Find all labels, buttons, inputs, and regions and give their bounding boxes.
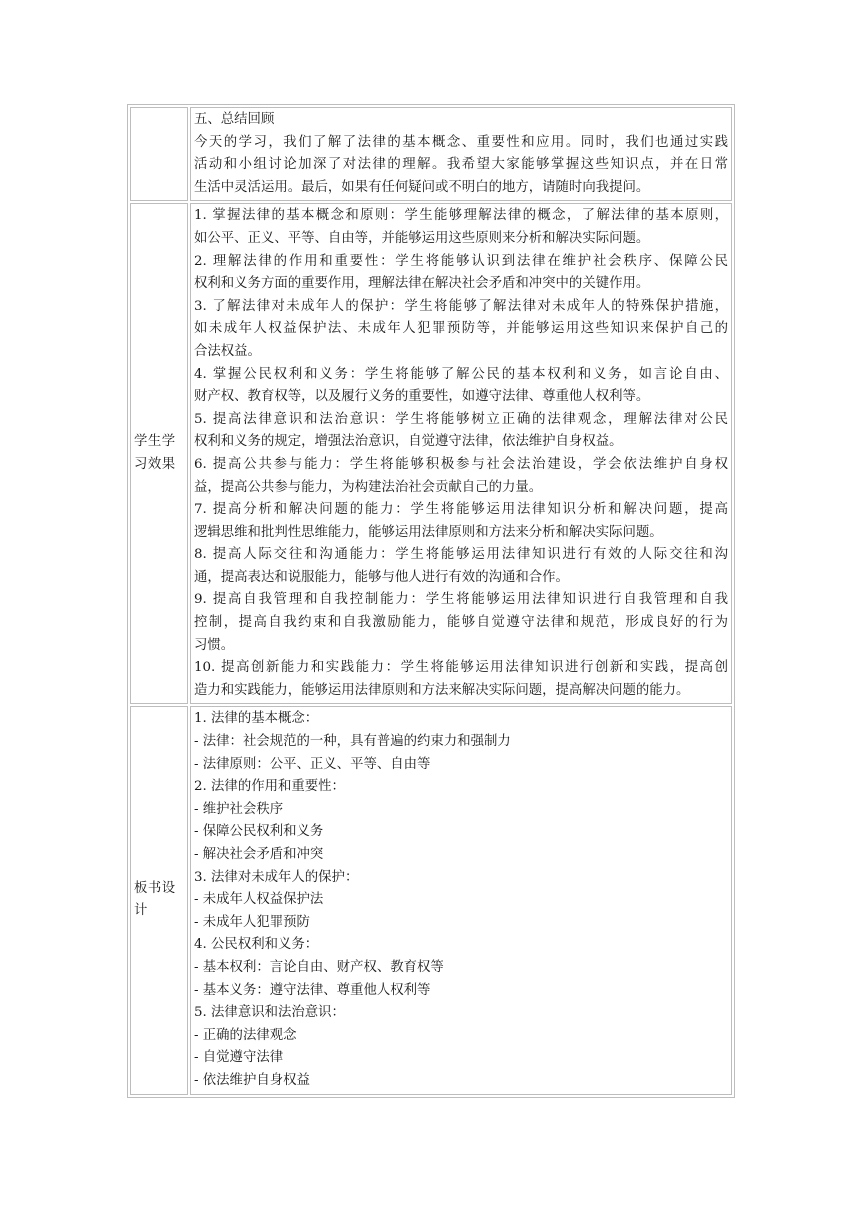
board-line: 3. 法律对未成年人的保护： [194, 869, 359, 885]
board-line: - 保障公民权利和义务 [194, 824, 324, 840]
effect-line: 合法权益。 [194, 343, 261, 359]
learning-effects-label [130, 203, 188, 704]
effect-line: 造力和实践能力，能够运用法律原则和方法来解决实际问题，提高解决问题的能力。 [194, 682, 690, 698]
board-design-label [130, 706, 188, 1094]
effect-line: 4. 掌握公民权利和义务：学生将能够了解公民的基本权利和义务，如言论自由、 [194, 366, 728, 382]
board-line: 4. 公民权利和义务： [194, 937, 319, 953]
board-line: - 正确的法律观念 [194, 1027, 297, 1043]
board-design-row [130, 706, 732, 1094]
board-line: - 依法维护自身权益 [194, 1072, 310, 1088]
effect-line: 6. 提高公共参与能力：学生将能够积极参与社会法治建设，学会依法维护自身权 [194, 456, 728, 472]
effect-line: 益，提高公共参与能力，为构建法治社会贡献自己的力量。 [194, 479, 543, 495]
summary-row [130, 107, 732, 201]
effect-line: 10. 提高创新能力和实践能力：学生将能够运用法律知识进行创新和实践，提高创 [194, 660, 728, 676]
label-line: 学生学 [134, 434, 176, 450]
effect-line: 财产权、教育权等，以及履行义务的重要性，如遵守法律、尊重他人权利等。 [194, 389, 650, 405]
effect-line: 如未成年人权益保护法、未成年人犯罪预防等，并能够运用这些知识来保护自己的 [194, 321, 728, 337]
board-line: - 基本权利：言论自由、财产权、教育权等 [194, 959, 444, 975]
effect-line: 1. 掌握法律的基本概念和原则：学生能够理解法律的概念，了解法律的基本原则， [194, 208, 728, 224]
effect-line: 习惯。 [194, 637, 235, 653]
board-line: - 未成年人权益保护法 [194, 892, 324, 908]
effect-line: 7. 提高分析和解决问题的能力：学生将能够运用法律知识分析和解决问题，提高 [194, 502, 728, 518]
board-line: - 法律：社会规范的一种，具有普遍的约束力和强制力 [194, 734, 511, 750]
summary-line: 今天的学习，我们了解了法律的基本概念、重要性和应用。同时，我们也通过实践 [194, 134, 728, 150]
board-line: - 基本义务：遵守法律、尊重他人权利等 [194, 982, 431, 998]
effect-line: 5. 提高法律意识和法治意识：学生将能够树立正确的法律观念，理解法律对公民 [194, 411, 728, 427]
effect-line: 权利和义务的规定，增强法治意识，自觉遵守法律，依法维护自身权益。 [194, 434, 623, 450]
label-line: 计 [134, 903, 148, 919]
lesson-plan-table [127, 104, 735, 1098]
effect-line: 控制，提高自我约束和自我激励能力，能够自觉遵守法律和规范，形成良好的行为 [194, 615, 728, 631]
effect-line: 如公平、正义、平等、自由等，并能够运用这些原则来分析和解决实际问题。 [194, 230, 650, 246]
board-line: - 未成年人犯罪预防 [194, 914, 310, 930]
board-line: - 维护社会秩序 [194, 801, 284, 817]
learning-effects-content [190, 203, 732, 704]
effect-line: 9. 提高自我管理和自我控制能力：学生将能够运用法律知识进行自我管理和自我 [194, 592, 728, 608]
board-line: - 自觉遵守法律 [194, 1050, 284, 1066]
effect-line: 逻辑思维和批判性思维能力，能够运用法律原则和方法来分析和解决实际问题。 [194, 524, 663, 540]
summary-line: 活动和小组讨论加深了对法律的理解。我希望大家能够掌握这些知识点，并在日常 [194, 157, 728, 173]
effect-line: 8. 提高人际交往和沟通能力：学生将能够运用法律知识进行有效的人际交往和沟 [194, 547, 728, 563]
summary-line: 生活中灵活运用。最后，如果有任何疑问或不明白的地方，请随时向我提问。 [194, 179, 650, 195]
summary-label-cell [130, 107, 188, 201]
effect-line: 通，提高表达和说服能力，能够与他人进行有效的沟通和合作。 [194, 569, 569, 585]
board-line: 2. 法律的作用和重要性： [194, 779, 345, 795]
label-line: 习效果 [134, 456, 176, 472]
effect-line: 3. 了解法律对未成年人的保护：学生将能够了解法律对未成年人的特殊保护措施， [194, 298, 728, 314]
board-design-content [190, 706, 732, 1094]
summary-heading: 五、总结回顾 [194, 112, 275, 127]
board-line: 5. 法律意识和法治意识： [194, 1005, 345, 1021]
effect-line: 2. 理解法律的作用和重要性：学生将能够认识到法律在维护社会秩序、保障公民 [194, 253, 728, 269]
board-line: - 解决社会矛盾和冲突 [194, 847, 324, 862]
board-line: 1. 法律的基本概念： [194, 711, 319, 727]
learning-effects-row [130, 203, 732, 704]
effect-line: 权利和义务方面的重要作用，理解法律在解决社会矛盾和冲突中的关键作用。 [194, 276, 650, 292]
board-line: - 法律原则：公平、正义、平等、自由等 [194, 756, 431, 772]
summary-content-cell [190, 107, 732, 201]
label-line: 板书设 [134, 880, 176, 896]
